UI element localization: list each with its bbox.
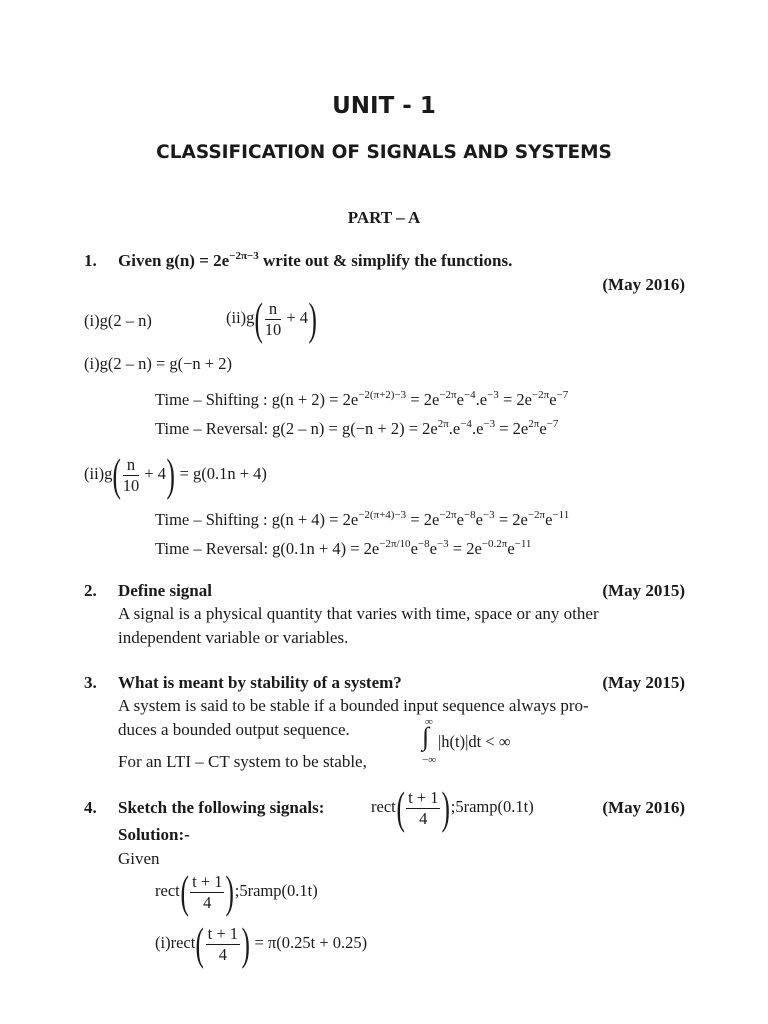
eq-exp: −2π xyxy=(527,509,546,521)
eq-text: Time – Shifting : g(n + 2) = 2e xyxy=(155,390,359,409)
eq-text: = π(0.25t + 0.25) xyxy=(254,932,368,952)
question-2-date: (May 2015) xyxy=(602,581,685,600)
eq-text: e xyxy=(429,539,437,558)
eq-text: e xyxy=(549,390,557,409)
unit-heading: UNIT - 1 xyxy=(332,93,436,119)
question-2-answer-line-1: A signal is a physical quantity that varies with time, space or any other xyxy=(118,604,599,623)
eq-text: Time – Shifting : g(n + 4) = 2e xyxy=(155,510,359,529)
eq-text: Time – Reversal: g(2 – n) = g(−n + 2) = 2e xyxy=(155,419,438,438)
fraction-numerator: n xyxy=(265,300,282,320)
eq-text: = 2e xyxy=(498,390,532,409)
left-paren: ( xyxy=(396,782,405,833)
fraction-denominator: 4 xyxy=(203,892,212,912)
eq-text: rect xyxy=(155,880,180,900)
left-paren: ( xyxy=(254,293,264,344)
q1-exponent: −2π−3 xyxy=(229,250,259,262)
question-2-text: Define signal xyxy=(118,581,212,600)
eq-exp: −2(π+2)−3 xyxy=(358,389,407,401)
eq-text: = 2e xyxy=(448,539,482,558)
eq-exp: −2π xyxy=(531,389,550,401)
question-2-number: 2. xyxy=(84,581,97,600)
fraction xyxy=(406,789,440,828)
right-paren: ) xyxy=(225,866,235,917)
eq-exp: −4 xyxy=(463,389,476,401)
question-1-date: (May 2016) xyxy=(602,275,685,294)
eq-text: = 2e xyxy=(494,510,528,529)
question-3-date: (May 2015) xyxy=(602,673,685,692)
question-4-text: Sketch the following signals: xyxy=(118,798,325,817)
eq-exp: −2π xyxy=(439,389,457,401)
solution-label: Solution:- xyxy=(118,825,190,844)
question-3-number: 3. xyxy=(84,673,97,692)
eq-text: rect xyxy=(371,796,396,816)
part-i-expression xyxy=(155,918,368,969)
question-1-text xyxy=(118,251,512,271)
right-paren: ) xyxy=(241,918,250,969)
eq-exp: −3 xyxy=(487,389,499,401)
integral-body: |h(t)|dt < ∞ xyxy=(438,732,511,751)
q1-given: Given g(n) = 2e xyxy=(118,251,230,270)
question-2-answer-line-2: independent variable or variables. xyxy=(118,628,349,647)
question-3-answer-line-3: For an LTI – CT system to be stable, xyxy=(118,752,367,771)
fraction-numerator: t + 1 xyxy=(192,871,223,891)
integral-sign-icon: ∫ xyxy=(422,722,430,751)
eq-text: = 2e xyxy=(406,510,440,529)
eq-text: = 2e xyxy=(495,419,529,438)
eq-text: .e xyxy=(471,419,484,438)
eq-exp: −3 xyxy=(436,538,449,550)
eq-exp: −3 xyxy=(482,509,495,521)
eq-text: (ii)g xyxy=(84,463,113,483)
eq-text: e xyxy=(545,510,553,529)
eq-text: e xyxy=(456,510,464,529)
eq-text: Time – Reversal: g(0.1n + 4) = 2e xyxy=(155,539,380,558)
question-4-expression xyxy=(371,782,534,833)
integral-upper-limit: ∞ xyxy=(425,716,433,728)
q1-part-ii-func: (ii)g xyxy=(226,307,255,327)
right-paren: ) xyxy=(308,293,317,344)
q1-time-shifting-1 xyxy=(155,390,568,410)
fraction-denominator: 4 xyxy=(419,808,428,828)
fraction xyxy=(190,873,224,912)
eq-exp: −4 xyxy=(460,418,472,430)
q1-time-shifting-2 xyxy=(155,510,569,530)
eq-text: e xyxy=(410,539,418,558)
q1-instruction: write out & simplify the functions. xyxy=(258,251,513,270)
eq-text: ;5ramp(0.1t) xyxy=(234,880,318,900)
fraction-denominator: 10 xyxy=(264,319,282,339)
question-1-number: 1. xyxy=(84,251,97,270)
chapter-title: CLASSIFICATION OF SIGNALS AND SYSTEMS xyxy=(156,142,612,163)
eq-exp: −8 xyxy=(463,509,476,521)
q1-part-ii-label xyxy=(226,293,317,344)
eq-exp: −11 xyxy=(514,538,532,550)
eq-exp: −2π xyxy=(439,509,457,521)
eq-exp: −2π/10 xyxy=(379,538,411,550)
fraction-numerator: t + 1 xyxy=(207,923,239,943)
fraction-numerator: t + 1 xyxy=(408,787,439,807)
left-paren: ( xyxy=(195,918,205,969)
q1-line-i: (i)g(2 – n) = g(−n + 2) xyxy=(84,354,232,373)
eq-text: .e xyxy=(475,390,488,409)
right-paren: ) xyxy=(166,449,175,500)
eq-text: ;5ramp(0.1t) xyxy=(450,796,534,816)
q1-time-reversal-2 xyxy=(155,539,531,559)
eq-exp: 2π xyxy=(528,418,540,430)
question-4-date: (May 2016) xyxy=(602,798,685,817)
eq-text: e xyxy=(475,510,483,529)
given-expression xyxy=(155,866,318,917)
part-heading: PART – A xyxy=(347,208,421,227)
fraction xyxy=(123,456,140,495)
eq-text: e xyxy=(456,390,464,409)
eq-exp: −7 xyxy=(546,418,559,430)
q1-part-ii-offset: + 4 xyxy=(286,307,309,327)
question-3-answer-line-2: duces a bounded output sequence. xyxy=(118,720,350,739)
right-paren: ) xyxy=(441,782,451,833)
question-3-answer-line-1: A system is said to be stable if a bounded input sequence always pro- xyxy=(118,696,589,715)
integral-lower-limit: −∞ xyxy=(422,754,437,766)
eq-text: = g(0.1n + 4) xyxy=(179,463,267,483)
eq-text: = 2e xyxy=(406,390,440,409)
fraction-denominator: 4 xyxy=(218,944,227,964)
fraction-numerator: n xyxy=(123,456,140,476)
eq-text: .e xyxy=(448,419,461,438)
fraction xyxy=(265,300,282,339)
eq-exp: −7 xyxy=(556,389,569,401)
given-label: Given xyxy=(118,849,160,868)
eq-exp: −3 xyxy=(483,418,496,430)
q1-line-ii xyxy=(84,449,267,500)
left-paren: ( xyxy=(112,449,122,500)
q1-time-reversal-1 xyxy=(155,419,558,439)
eq-exp: −0.2π xyxy=(481,538,508,550)
question-4-number: 4. xyxy=(84,798,97,817)
eq-text: (i)rect xyxy=(155,932,196,952)
eq-exp: 2π xyxy=(437,418,449,430)
fraction xyxy=(206,925,240,964)
eq-text: e xyxy=(507,539,515,558)
eq-exp: −2(π+4)−3 xyxy=(358,509,407,521)
eq-text: e xyxy=(539,419,547,438)
eq-text: + 4 xyxy=(144,463,167,483)
left-paren: ( xyxy=(180,866,189,917)
question-3-text: What is meant by stability of a system? xyxy=(118,673,402,692)
fraction-denominator: 10 xyxy=(122,475,140,495)
eq-exp: −8 xyxy=(417,538,430,550)
q1-part-i-label: (i)g(2 – n) xyxy=(84,311,152,330)
eq-exp: −11 xyxy=(552,509,570,521)
